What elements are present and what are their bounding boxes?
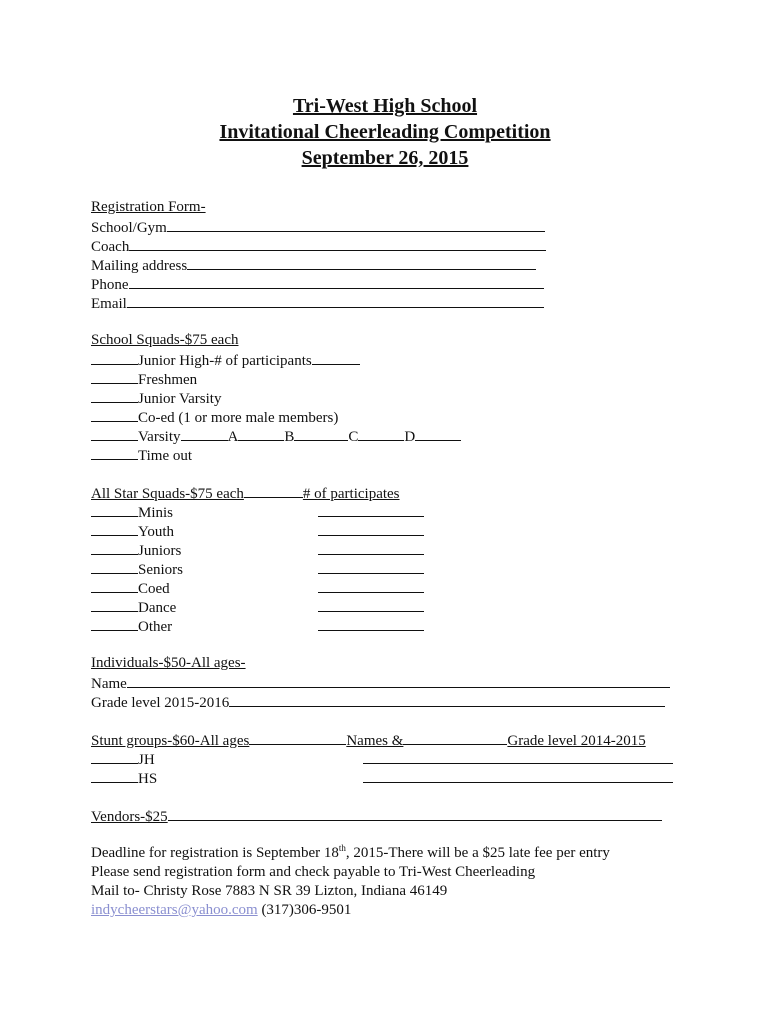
school-gym-field[interactable]: School/Gym [91, 217, 691, 236]
contact-line [91, 901, 691, 920]
email-link[interactable]: indycheerstars@yahoo.com [91, 902, 258, 918]
all-star-juniors[interactable]: Juniors [91, 540, 691, 559]
squad-junior-varsity[interactable]: Junior Varsity [91, 388, 691, 407]
deadline-superscript: th [338, 843, 346, 853]
stunt-groups-heading-row [91, 730, 691, 749]
stunt-group-hs[interactable]: HS [91, 768, 691, 787]
school-title: Tri-West High School [292, 95, 478, 117]
varsity-option-c: C [348, 429, 359, 445]
stunt-group-jh[interactable]: JH [91, 749, 691, 768]
participants-heading: # of participates [302, 486, 400, 502]
phone-number: (317)306-9501 [257, 902, 352, 918]
grade-heading: Grade level 2014-2015 [507, 733, 646, 749]
all-star-heading: All Star Squads-$75 each [91, 486, 244, 502]
coach-field[interactable]: Coach [91, 236, 691, 255]
all-star-dance[interactable]: Dance [91, 597, 691, 616]
event-date: September 26, 2015 [301, 147, 469, 169]
phone-field[interactable]: Phone [91, 274, 691, 293]
names-heading: Names & [346, 733, 404, 749]
deadline-text: Deadline for registration is September 18th, 2015-There will be a $25 late fee per entry [91, 843, 610, 861]
squad-freshmen[interactable]: Freshmen [91, 369, 691, 388]
stunt-groups-heading: Stunt groups-$60-All ages [91, 733, 250, 749]
email-field[interactable]: Email [91, 293, 691, 312]
all-star-coed[interactable]: Coed [91, 578, 691, 597]
squad-junior-high[interactable]: Junior High-# of participants [91, 350, 691, 369]
school-squads-heading: School Squads-$75 each [91, 332, 239, 348]
individual-grade-field[interactable]: Grade level 2015-2016 [91, 692, 691, 711]
mailing-address-field[interactable]: Mailing address [91, 255, 691, 274]
all-star-other[interactable]: Other [91, 616, 691, 635]
all-star-heading-row [91, 483, 691, 502]
squad-time-out[interactable]: Time out [91, 445, 691, 464]
title-block [0, 93, 770, 171]
varsity-option-a: A [227, 429, 239, 445]
varsity-option-d: D [404, 429, 416, 445]
varsity-option-b: B [284, 429, 295, 445]
all-star-youth[interactable]: Youth [91, 521, 691, 540]
form-content [91, 198, 691, 920]
registration-heading: Registration Form- [91, 199, 206, 215]
all-star-minis[interactable]: Minis [91, 502, 691, 521]
squad-coed[interactable]: Co-ed (1 or more male members) [91, 407, 691, 426]
all-star-seniors[interactable]: Seniors [91, 559, 691, 578]
individuals-heading: Individuals-$50-All ages- [91, 655, 246, 671]
vendors-field[interactable]: Vendors-$25 [91, 806, 691, 825]
mail-to-text: Mail to- Christy Rose 7883 N SR 39 Lizton, Indiana 46149 [91, 883, 448, 899]
individual-name-field[interactable]: Name [91, 673, 691, 692]
event-title: Invitational Cheerleading Competition [219, 121, 551, 143]
squad-varsity[interactable]: Varsity A B C D [91, 426, 691, 445]
payment-text: Please send registration form and check payable to Tri-West Cheerleading [91, 864, 536, 880]
